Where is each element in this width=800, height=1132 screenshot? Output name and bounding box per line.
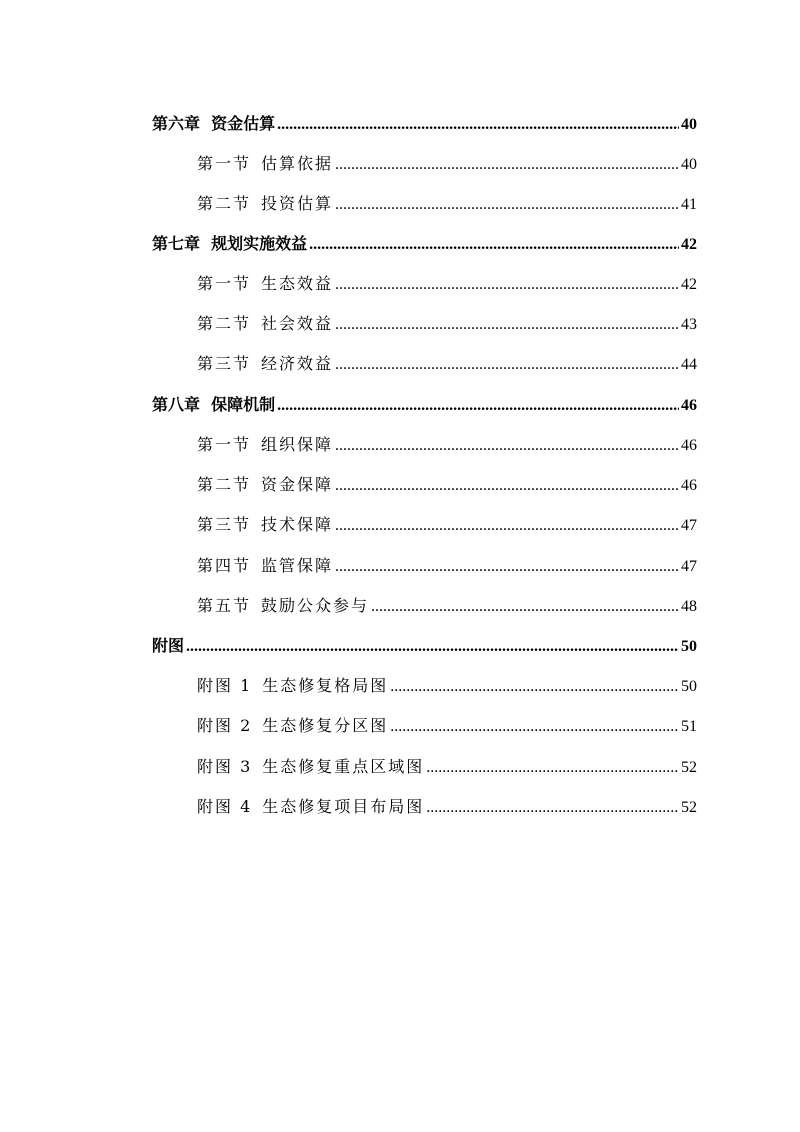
toc-entry-label: 第二节	[197, 314, 252, 333]
toc-leader-dots	[335, 554, 679, 580]
toc-page-number: 46	[681, 397, 697, 414]
toc-entry-text: 生态效益	[261, 274, 334, 293]
toc-entry-text: 鼓励公众参与	[261, 596, 370, 615]
toc-leader-dots	[335, 473, 679, 499]
toc-entry-title	[197, 713, 388, 739]
toc-entry-figure[interactable]	[197, 754, 697, 780]
toc-entry-label: 第一节	[197, 154, 252, 173]
toc-entry-chapter-6[interactable]	[152, 111, 697, 137]
toc-entry-title	[197, 593, 369, 619]
toc-entry-title	[197, 271, 333, 297]
toc-entry-section[interactable]	[197, 311, 697, 337]
toc-entry-section[interactable]	[197, 191, 697, 217]
toc-page-number: 42	[681, 276, 697, 293]
toc-leader-dots	[335, 433, 679, 459]
toc-entry-title	[197, 351, 333, 377]
toc-entry-title	[152, 633, 184, 659]
toc-entry-label: 第七章	[152, 234, 201, 253]
toc-entry-label: 第二节	[197, 194, 252, 213]
toc-leader-dots	[390, 674, 679, 700]
toc-entry-text: 生态修复分区图	[262, 716, 389, 735]
toc-entry-label: 第一节	[197, 274, 252, 293]
toc-entry-label: 第五节	[197, 596, 252, 615]
toc-page-number: 44	[681, 356, 697, 373]
toc-entry-section[interactable]	[197, 151, 697, 177]
toc-leader-dots	[335, 352, 679, 378]
toc-leader-dots	[309, 232, 679, 258]
toc-page-number: 52	[681, 799, 697, 816]
toc-page-number: 46	[681, 477, 697, 494]
toc-entry-text: 生态修复格局图	[262, 676, 389, 695]
toc-entry-title	[197, 191, 333, 217]
toc-entry-label: 第八章	[152, 395, 201, 414]
toc-leader-dots	[390, 714, 679, 740]
toc-leader-dots	[426, 755, 679, 781]
toc-page-number: 50	[681, 678, 697, 695]
toc-entry-text: 监管保障	[261, 556, 334, 575]
toc-entry-title	[197, 754, 424, 780]
toc-page-number: 51	[681, 718, 697, 735]
toc-entry-title	[197, 794, 424, 820]
toc-entry-title	[197, 512, 333, 538]
toc-entry-text: 生态修复项目布局图	[262, 797, 425, 816]
toc-page-number: 40	[681, 116, 697, 133]
toc-page-number: 46	[681, 437, 697, 454]
toc-page-number: 50	[681, 638, 697, 655]
toc-entry-label: 第三节	[197, 354, 252, 373]
toc-page-number: 41	[681, 196, 697, 213]
toc-entry-text: 技术保障	[261, 515, 334, 534]
toc-page-number: 47	[681, 517, 697, 534]
toc-entry-section[interactable]	[197, 512, 697, 538]
toc-page-number: 52	[681, 759, 697, 776]
toc-entry-title	[197, 432, 333, 458]
toc-entry-label: 第三节	[197, 515, 252, 534]
toc-entry-label: 第一节	[197, 435, 252, 454]
toc-leader-dots	[335, 513, 679, 539]
toc-leader-dots	[371, 594, 679, 620]
toc-page-number: 40	[681, 156, 697, 173]
toc-entry-text: 资金估算	[211, 114, 276, 133]
toc-entry-text: 规划实施效益	[211, 234, 308, 253]
toc-entry-title	[197, 673, 388, 699]
toc-entry-text: 社会效益	[261, 314, 334, 333]
toc-leader-dots	[335, 192, 679, 218]
toc-entry-title	[197, 151, 333, 177]
toc-leader-dots	[277, 393, 679, 419]
toc-entry-text: 附图	[152, 636, 185, 655]
toc-entry-chapter-7[interactable]	[152, 231, 697, 257]
toc-entry-text: 投资估算	[261, 194, 334, 213]
toc-entry-title	[152, 231, 307, 257]
toc-entry-figure[interactable]	[197, 673, 697, 699]
toc-entry-figure[interactable]	[197, 794, 697, 820]
toc-leader-dots	[277, 112, 679, 138]
toc-entry-section[interactable]	[197, 271, 697, 297]
toc-entry-label: 第二节	[197, 475, 252, 494]
toc-page-number: 43	[681, 316, 697, 333]
toc-entry-section[interactable]	[197, 351, 697, 377]
toc-entry-appendix[interactable]	[152, 633, 697, 659]
toc-leader-dots	[335, 152, 679, 178]
toc-entry-section[interactable]	[197, 432, 697, 458]
toc-entry-title	[197, 311, 333, 337]
toc-leader-dots	[426, 795, 679, 821]
toc-entry-figure[interactable]	[197, 713, 697, 739]
toc-entry-text: 估算依据	[261, 154, 334, 173]
toc-entry-text: 资金保障	[261, 475, 334, 494]
toc-entry-title	[197, 472, 333, 498]
toc-entry-label: 第四节	[197, 556, 252, 575]
toc-leader-dots	[335, 312, 679, 338]
toc-entry-text: 保障机制	[211, 395, 276, 414]
toc-entry-text: 组织保障	[261, 435, 334, 454]
toc-entry-title	[152, 111, 275, 137]
toc-entry-title	[197, 553, 333, 579]
toc-entry-label: 附图 1	[197, 676, 253, 695]
toc-entry-label: 附图 2	[197, 716, 253, 735]
toc-entry-label: 附图 3	[197, 757, 253, 776]
toc-entry-text: 生态修复重点区域图	[262, 757, 425, 776]
toc-entry-section[interactable]	[197, 472, 697, 498]
toc-entry-title	[152, 392, 275, 418]
toc-entry-chapter-8[interactable]	[152, 392, 697, 418]
toc-leader-dots	[186, 634, 679, 660]
toc-entry-text: 经济效益	[261, 354, 334, 373]
toc-page-number: 42	[681, 236, 697, 253]
toc-entry-section[interactable]	[197, 553, 697, 579]
toc-entry-label: 附图 4	[197, 797, 253, 816]
toc-leader-dots	[335, 272, 679, 298]
toc-entry-section[interactable]	[197, 593, 697, 619]
toc-page-number: 48	[681, 598, 697, 615]
toc-entry-label: 第六章	[152, 114, 201, 133]
toc-page-number: 47	[681, 558, 697, 575]
